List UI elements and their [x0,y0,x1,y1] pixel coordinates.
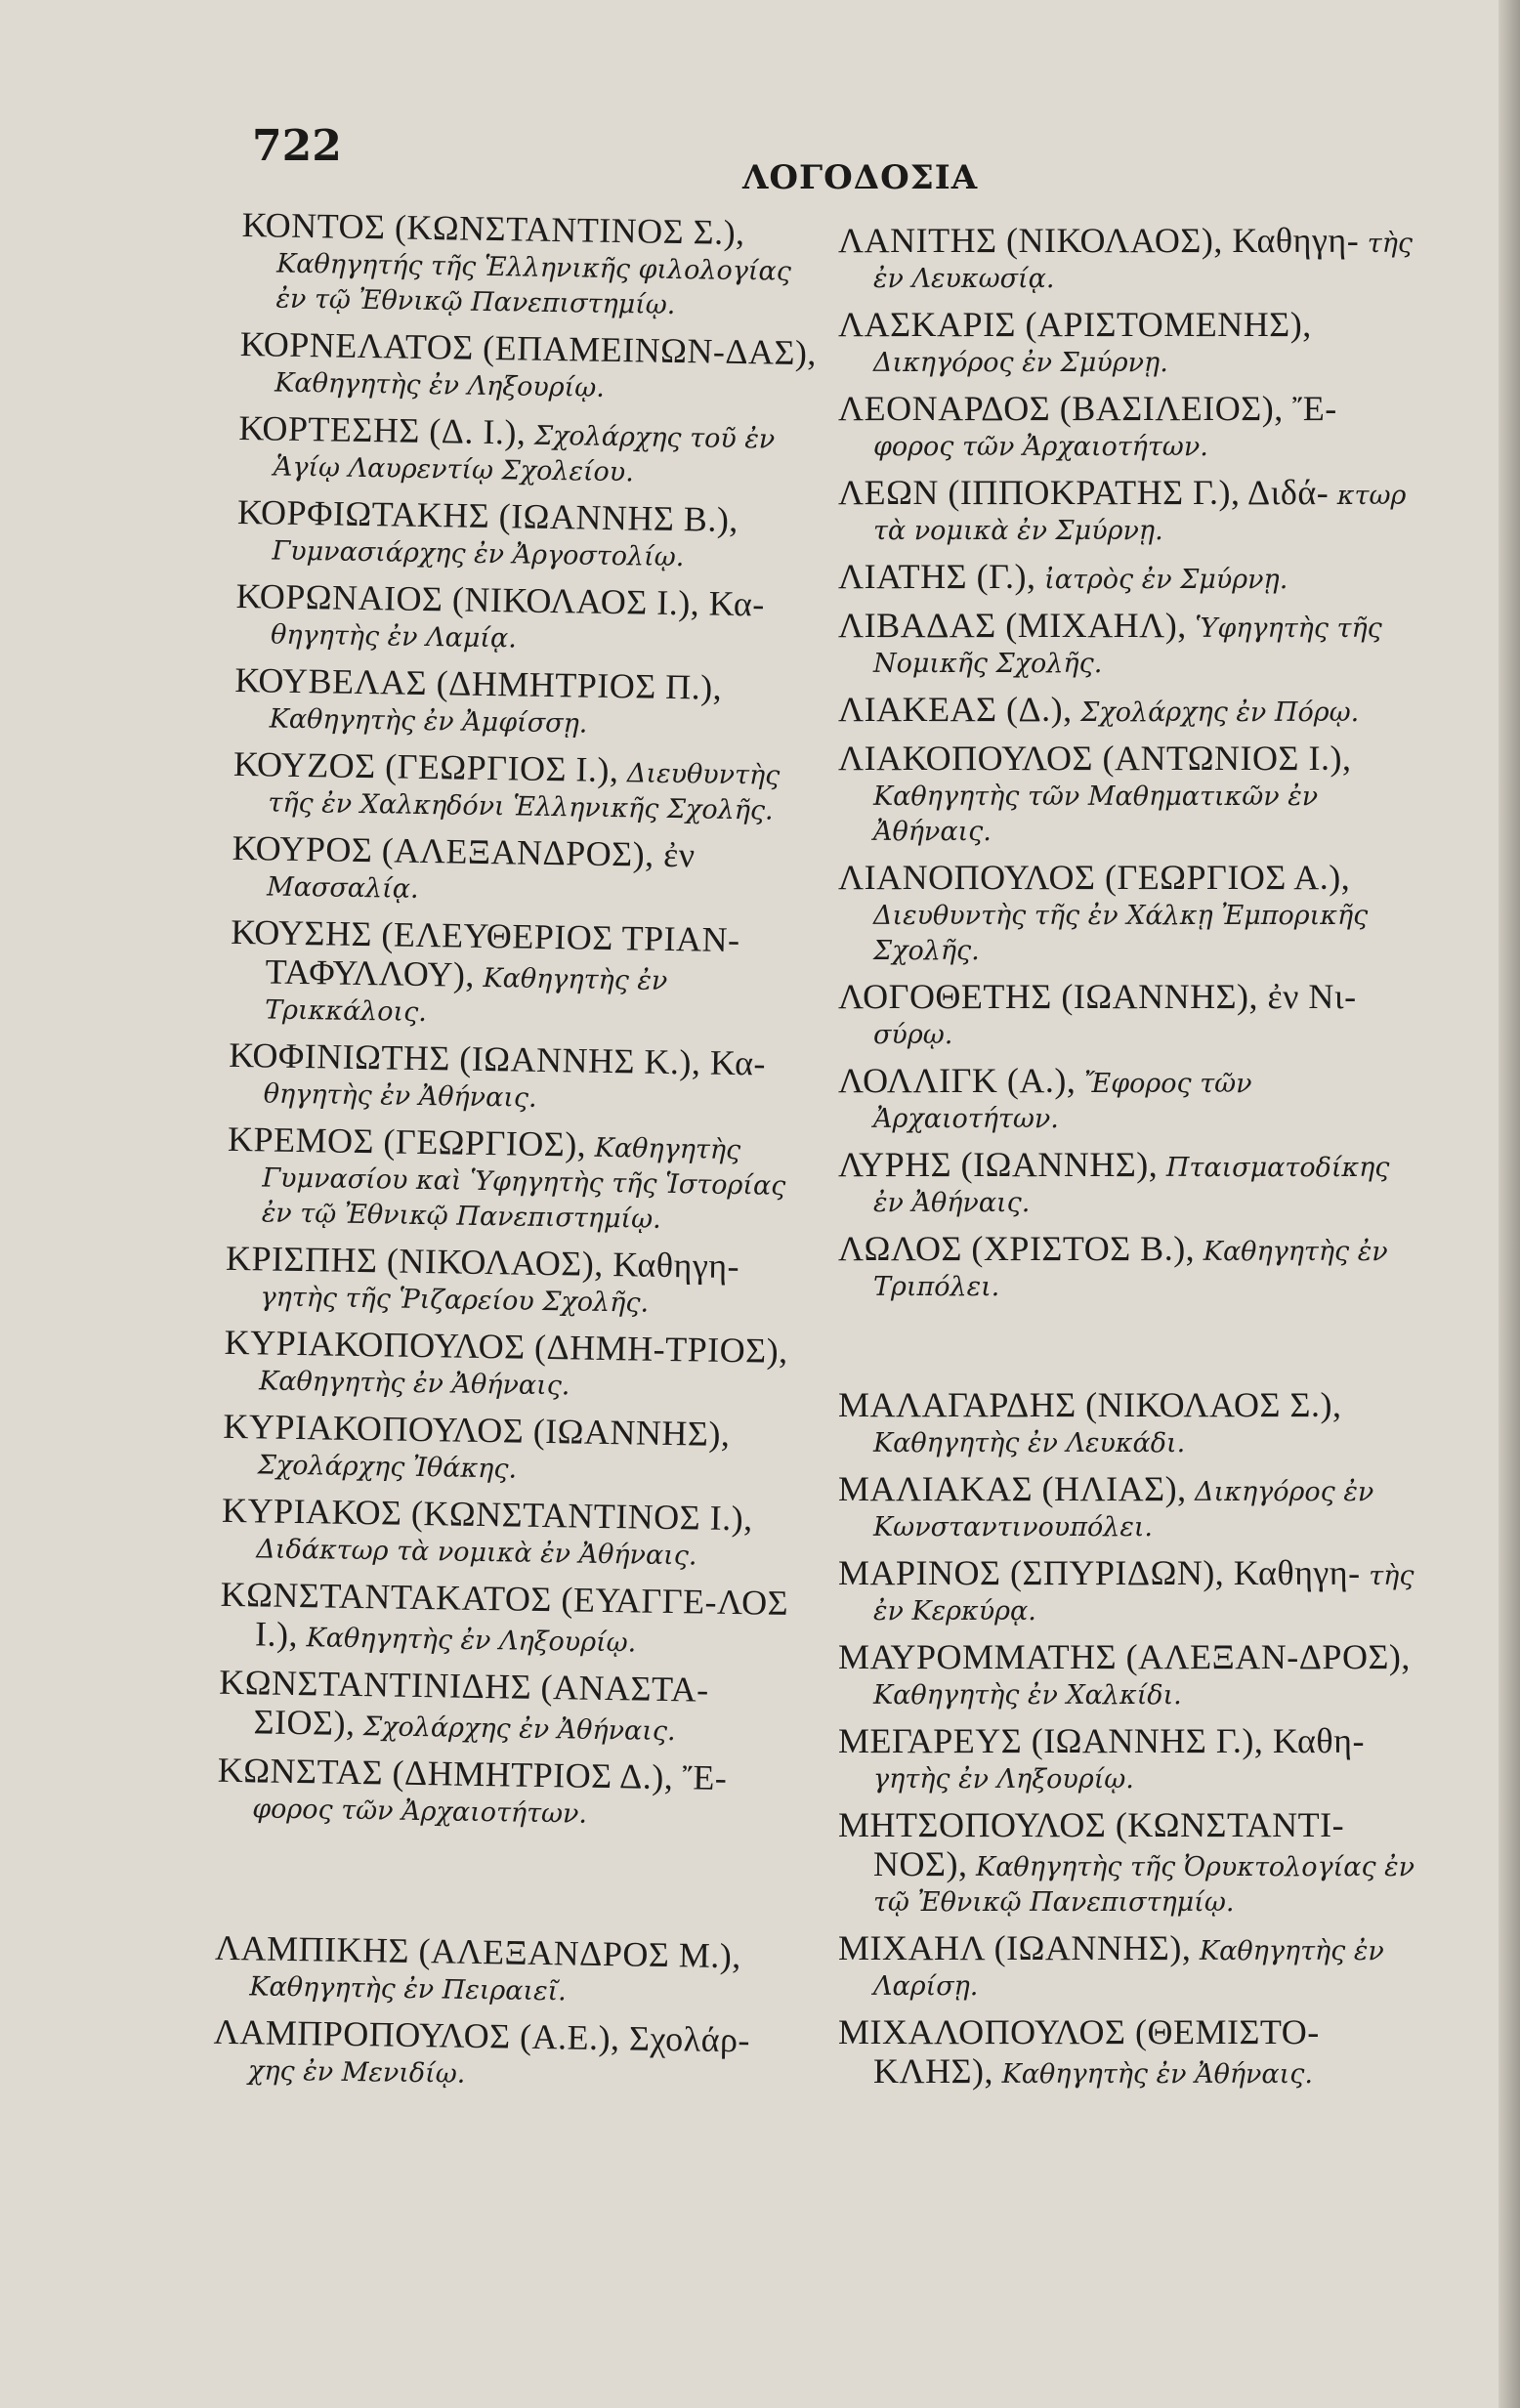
entry-description: Σχολάρχης ἐν Ἀθήναις. [362,1711,676,1748]
entry-description: Καθηγητὴς ἐν Ἀθήναις. [1001,2059,1313,2090]
right-entries-l [838,223,1424,1305]
entry-description: Καθηγητὴς ἐν Τριπόλει. [873,1237,1388,1302]
entry-description: Καθηγητής τῆς Ἑλληνικῆς φιλολογίας ἐν τῷ Ἐθνικῷ Πανεπιστημίῳ. [275,248,792,320]
entry-description: Διευθυντὴς τῆς ἐν Χαλκηδόνι Ἑλληνικῆς Σχολῆς. [268,758,781,826]
index-entry [838,475,1424,549]
index-entry [838,1471,1424,1545]
index-entry [838,740,1424,850]
entry-description: Πταισματοδίκης ἐν Ἀθήναις. [873,1153,1390,1218]
index-entry [232,827,819,913]
entry-name: ΚΡΙΣΠΗΣ (ΝΙΚΟΛΑΟΣ), Καθηγη- [225,1238,740,1287]
entry-description: κτωρ τὰ νομικὰ ἐν Σμύρνῃ. [873,481,1407,546]
entry-name: ΛΑΝΙΤΗΣ (ΝΙΚΟΛΑΟΣ), Καθηγη- [838,221,1360,260]
entry-name: ΚΩΝΣΤΑΝΤΑΚΑΤΟΣ (ΕΥΑΓΓΕ-ΛΟΣ Ι.), [220,1574,789,1655]
entry-description: Γυμνασιάρχης ἐν Ἀργοστολίῳ. [272,535,685,573]
entry-description: Ὑφηγητὴς τῆς Νομικῆς Σχολῆς. [873,613,1382,679]
entry-description: γητὴς τῆς Ῥιζαρείου Σχολῆς. [260,1282,650,1319]
entry-name: ΚΟΝΤΟΣ (ΚΩΝΣΤΑΝΤΙΝΟΣ Σ.), [241,205,745,253]
entry-description: Σχολάρχης τοῦ ἐν Ἁγίῳ Λαυρεντίῳ Σχολείου. [273,420,776,488]
index-entry [838,1807,1424,1921]
entry-description: Καθηγητὴς ἐν Ἀθήναις. [258,1366,570,1402]
entry-name: ΚΟΥΣΗΣ (ΕΛΕΥΘΕΡΙΟΣ ΤΡΙΑΝ-ΤΑΦΥΛΛΟΥ), [231,911,740,994]
entry-name: ΛΑΜΠΡΟΠΟΥΛΟΣ (Α.Ε.), Σχολάρ- [213,2011,751,2060]
index-entry [838,979,1424,1053]
entry-name: ΚΟΡΝΕΛΑΤΟΣ (ΕΠΑΜΕΙΝΩΝ-ΔΑΣ), [239,323,818,373]
entry-description: γητὴς ἐν Ληξουρίῳ. [873,1764,1134,1795]
entry-name: ΛΩΛΟΣ (ΧΡΙΣΤΟΣ Β.), [838,1229,1196,1268]
entry-description: Σχολάρχης ἐν Πόρῳ. [1080,697,1360,728]
entry-description: Δικηγόρος ἐν Κωνσταντινουπόλει. [873,1477,1374,1542]
entry-name: ΚΟΡΩΝΑΙΟΣ (ΝΙΚΟΛΑΟΣ Ι.), Κα- [235,575,766,624]
entry-description: Διδάκτωρ τὰ νομικὰ ἐν Ἀθήναις. [256,1534,697,1572]
entry-name: ΚΟΡΤΕΣΗΣ (Δ. Ι.), [238,407,527,452]
index-entry [221,1490,808,1576]
entry-description: Σχολάρχης Ἰθάκης. [257,1450,518,1485]
entry-name: ΛΥΡΗΣ (ΙΩΑΝΝΗΣ), [838,1145,1159,1184]
index-entry [214,1927,801,2013]
entry-name: ΛΙΑΝΟΠΟΥΛΟΣ (ΓΕΩΡΓΙΟΣ Α.), [838,858,1351,897]
entry-description: Καθηγητὴς ἐν Τρικκάλοις. [264,962,668,1029]
entry-description: θηγητὴς ἐν Ἀθήναις. [263,1078,537,1114]
index-entry [235,575,823,661]
right-column [838,223,1424,2102]
index-entry [838,559,1424,598]
section-gap [215,1837,802,1939]
page-number: 722 [252,121,342,171]
entry-description: Καθηγητὴς ἐν Χαλκίδι. [873,1680,1182,1711]
entry-name: ΚΟΥΖΟΣ (ΓΕΩΡΓΙΟΣ Ι.), [232,743,619,790]
entry-name: ΜΙΧΑΗΛ (ΙΩΑΝΝΗΣ), [838,1928,1192,1967]
entry-description: Καθηγητὴς ἐν Ληξουρίῳ. [306,1623,637,1659]
index-entry [232,743,820,829]
entry-description: Καθηγητὴς ἐν Λαρίσῃ. [873,1936,1384,2002]
left-column [213,207,828,2107]
index-entry [222,1406,809,1492]
entry-name: ΛΙΒΑΔΑΣ (ΜΙΧΑΗΛ), [838,606,1187,645]
entry-name: ΛΑΣΚΑΡΙΣ (ΑΡΙΣΤΟΜΕΝΗΣ), [838,305,1312,344]
entry-description: φορος τῶν Ἀρχαιοτήτων. [251,1794,588,1830]
left-entries-l [213,1927,801,2097]
index-entry [238,407,825,493]
entry-name: ΛΕΩΝ (ΙΠΠΟΚΡΑΤΗΣ Γ.), Διδά- [838,473,1330,512]
index-entry [224,1322,811,1408]
index-entry [838,1723,1424,1797]
index-entry [838,1231,1424,1305]
right-entries-m [838,1387,1424,2092]
index-entry [213,2011,800,2097]
entry-description: τὴς ἐν Λευκωσίᾳ. [873,229,1414,294]
entry-description: θηγητὴς ἐν Λαμίᾳ. [270,619,518,655]
index-entry [217,1750,804,1836]
entry-name: ΛΕΟΝΑΡΔΟΣ (ΒΑΣΙΛΕΙΟΣ), Ἔ- [838,389,1337,428]
entry-description: Καθηγητὴς τῶν Μαθηματικῶν ἐν Ἀθήναις. [873,782,1319,847]
entry-name: ΚΥΡΙΑΚΟΠΟΥΛΟΣ (ΔΗΜΗ-ΤΡΙΟΣ), [224,1322,788,1371]
index-entry [838,1930,1424,2005]
entry-description: Δικηγόρος ἐν Σμύρνῃ. [873,348,1168,378]
entry-name: ΛΙΑΚΕΑΣ (Δ.), [838,690,1073,729]
entry-description: φορος τῶν Ἀρχαιοτήτων. [873,432,1208,462]
entry-name: ΜΙΧΑΛΟΠΟΥΛΟΣ (ΘΕΜΙΣΤΟ-ΚΛΗΣ), [838,2012,1320,2091]
entry-name: ΚΩΝΣΤΑΣ (ΔΗΜΗΤΡΙΟΣ Δ.), Ἔ- [217,1750,728,1797]
index-entry [240,207,828,325]
entry-name: ΛΙΑΤΗΣ (Γ.), [838,557,1036,596]
entry-description: σύρῳ. [873,1020,953,1050]
entry-name: ΚΥΡΙΑΚΟΣ (ΚΩΝΣΤΑΝΤΙΝΟΣ Ι.), [221,1490,753,1539]
entry-name: ΚΥΡΙΑΚΟΠΟΥΛΟΣ (ΙΩΑΝΝΗΣ), [223,1406,731,1454]
entry-name: ΜΕΓΑΡΕΥΣ (ΙΩΑΝΝΗΣ Γ.), Καθη- [838,1721,1365,1760]
index-entry [838,1063,1424,1137]
index-entry [838,1387,1424,1461]
entry-description: Διευθυντὴς τῆς ἐν Χάλκῃ Ἐμπορικῆς Σχολῆς. [873,901,1369,966]
index-entry [838,1555,1424,1629]
index-entry [225,1238,812,1324]
page-edge [1499,0,1520,2408]
entry-name: ΜΑΛΙΑΚΑΣ (ΗΛΙΑΣ), [838,1469,1187,1508]
entry-name: ΚΩΝΣΤΑΝΤΙΝΙΔΗΣ (ΑΝΑΣΤΑ-ΣΙΟΣ), [218,1662,709,1744]
entry-name: ΚΟΥΡΟΣ (ΑΛΕΞΑΝΔΡΟΣ), ἐν [232,827,696,875]
index-entry [838,608,1424,682]
entry-name: ΚΟΥΒΕΛΑΣ (ΔΗΜΗΤΡΙΟΣ Π.), [234,659,723,707]
index-entry [236,491,823,577]
index-entry [838,223,1424,297]
index-entry [838,2014,1424,2092]
left-entries-k [217,207,828,1836]
entry-name: ΚΡΕΜΟΣ (ΓΕΩΡΓΙΟΣ), [227,1119,587,1164]
entry-description: Μασσαλίᾳ. [266,871,419,905]
index-entry [230,911,818,1036]
entry-name: ΜΑΛΑΓΑΡΔΗΣ (ΝΙΚΟΛΑΟΣ Σ.), [838,1385,1342,1424]
entry-description: ἰατρὸς ἐν Σμύρνῃ. [1044,565,1288,595]
entry-name: ΛΟΓΟΘΕΤΗΣ (ΙΩΑΝΝΗΣ), ἐν Νι- [838,977,1357,1016]
entry-name: ΜΗΤΣΟΠΟΥΛΟΣ (ΚΩΝΣΤΑΝΤΙ-ΝΟΣ), [838,1805,1345,1883]
entry-name: ΜΑΥΡΟΜΜΑΤΗΣ (ΑΛΕΞΑΝ-ΔΡΟΣ), [838,1637,1411,1676]
index-entry [838,1639,1424,1713]
index-entry [227,1121,815,1240]
index-entry [838,1147,1424,1221]
entry-description: Καθηγητὴς ἐν Ἀμφίσσῃ. [269,703,588,739]
entry-name: ΛΑΜΠΙΚΗΣ (ΑΛΕΞΑΝΔΡΟΣ Μ.), [214,1927,742,1976]
entry-description: Ἔφορος τῶν Ἀρχαιοτήτων. [873,1069,1252,1134]
index-entry [233,659,821,745]
entry-name: ΜΑΡΙΝΟΣ (ΣΠΥΡΙΔΩΝ), Καθηγη- [838,1553,1361,1592]
entry-name: ΚΟΦΙΝΙΩΤΗΣ (ΙΩΑΝΝΗΣ Κ.), Κα- [229,1035,767,1083]
running-head: ΛΟΓΟΔΟΣΙΑ [742,158,979,197]
index-entry [838,307,1424,381]
entry-description: Καθηγητὴς Γυμνασίου καὶ Ὑφηγητὴς τῆς Ἱστορίας ἐν τῷ Ἐθνικῷ Πανεπιστημίῳ. [261,1132,786,1235]
index-entry [220,1574,807,1664]
index-entry [838,692,1424,731]
entry-name: ΚΟΡΦΙΩΤΑΚΗΣ (ΙΩΑΝΝΗΣ Β.), [236,491,739,540]
entry-description: Καθηγητὴς τῆς Ὀρυκτολογίας ἐν τῷ Ἐθνικῷ Πανεπιστημίῳ. [873,1852,1415,1918]
entry-description: Καθηγητὴς ἐν Λευκάδι. [873,1428,1186,1458]
index-entry [838,391,1424,465]
index-entry [218,1662,805,1752]
entry-description: χης ἐν Μενιδίῳ. [247,2055,466,2090]
index-entry [838,860,1424,969]
entry-description: Καθηγητὴς ἐν Ληξουρίῳ. [274,367,606,403]
entry-description: τὴς ἐν Κερκύρᾳ. [873,1561,1414,1626]
section-gap [838,1315,1424,1387]
index-entry [239,323,826,409]
index-entry [228,1037,815,1120]
entry-description: Καθηγητὴς ἐν Πειραιεῖ. [249,1971,568,2007]
entry-name: ΛΙΑΚΟΠΟΥΛΟΣ (ΑΝΤΩΝΙΟΣ Ι.), [838,739,1352,778]
entry-name: ΛΟΛΛΙΓΚ (Α.), [838,1061,1077,1100]
